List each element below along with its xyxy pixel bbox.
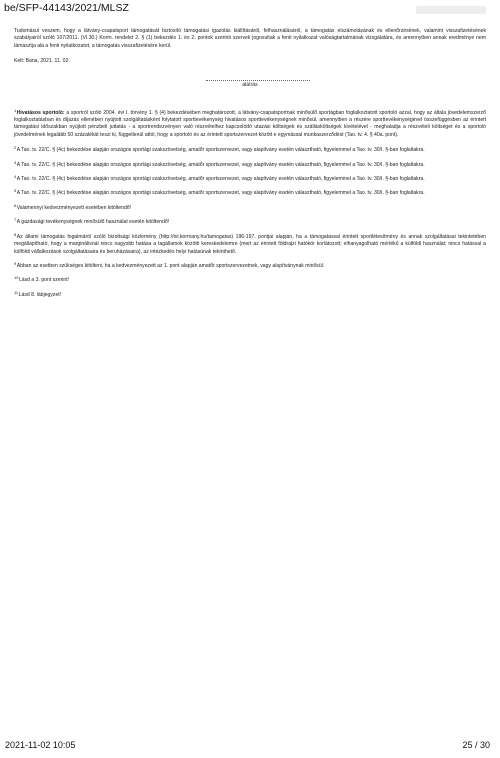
footnote-text: Valamennyi kedvezményezett esetében kitöltendő! <box>16 204 132 211</box>
footnote-4 <box>14 176 486 183</box>
footnote-3 <box>14 159 486 169</box>
footnote-text: A Tao. tv. 22/C. § (4c) bekezdése alapján országos sportági szakszövetség, amatőr sportszervezet, vagy alapítvány esetén választható, figyelemmel a Tao. tv. 30/I. §-ban foglaltakra. <box>16 161 425 168</box>
signature-block <box>14 78 486 102</box>
footnote-number: 10 <box>14 275 19 281</box>
footnote-11 <box>14 289 486 299</box>
footnote-5 <box>14 190 486 197</box>
footnote-9 <box>14 260 486 270</box>
footnote-text: Abban az esetben szükséges kitölteni, ha a kedvezményezett az 1. pont alapján amatőr sportszervezetnek, vagy alapítványnak minősül. <box>16 262 325 269</box>
signature-line <box>206 80 310 81</box>
footnote-number: 7 <box>14 217 17 223</box>
footnote-text: A gazdasági tevékenységnek minősülő használat esetén kitöltendő! <box>16 219 170 226</box>
footnote-text: Lásd a 3. pont szerint! <box>18 277 70 284</box>
declaration-paragraph: Tudomásul veszem, hogy a látvány-csapatsport támogatását biztosító támogatási igazolás kiállításáról, felhasználásáról, a támogatás elszámolásának és ellenőrzésének, valamint visszafizetésének szabályairól szóló 107/2011. (VI.30.) Korm. rendelet 2. § (1) bekezdés 1. és 2. pontok szerinti szervek jogosultak a fenti nyilatkozat valóságtartalmának vizsgálatára, és amennyiben annak eredménye nem támasztja alá a fenti nyilatkozatot, a támogatás visszafizetésére kerül. <box>14 28 486 49</box>
footnote-8 <box>14 231 486 256</box>
footnote-6 <box>14 202 486 212</box>
footnote-2 <box>14 147 486 154</box>
footnote-number: 1 <box>14 107 17 113</box>
footnote-number: 11 <box>14 289 19 295</box>
footnote-term: Hivatásos sportoló: <box>16 109 65 116</box>
footnote-number: 2 <box>14 145 17 151</box>
footnote-text: A Tao. tv. 22/C. § (4c) bekezdése alapján országos sportági szakszövetség, amatőr sportszervezet, vagy alapítvány esetén választható, figyelemmel a Tao. tv. 30/I. §-ban foglaltakra. <box>16 190 425 197</box>
footnote-10 <box>14 277 486 284</box>
page-content <box>14 28 486 306</box>
footnote-number: 3 <box>14 159 17 165</box>
footnote-number: 9 <box>14 260 17 266</box>
footnote-text: Az állami támogatás fogalmáról szóló bizottsági közlemény (http://tvi.kormany.hu/tamogatas) 196-197. pontjai alapján, ha a támogatással érintett sportlétesítmény és annak szolgáltatásai tekintetében megállapítható, hogy a marginálisnál nincs nagyobb hatása a tagállamok közötti kereskedelemre (mert az érintett földrajzi hatókör korlátozott; elhanyagolható mértékű a külföldi használat; nincs hatással a külföldi vállalkozások szolgáltatásaira és beruházásaira), az intézkedés helyi hatásúnak tekinthető. <box>14 233 486 255</box>
page-number: 25 / 30 <box>462 740 490 750</box>
footer-datetime: 2021-11-02 10:05 <box>5 740 76 750</box>
dateline: Kelt: Bana, 2021. 11. 02. <box>14 58 70 65</box>
document-id: be/SFP-44143/2021/MLSZ <box>4 2 129 14</box>
signature-label: aláírás <box>242 81 258 88</box>
faint-header-mark <box>416 6 486 14</box>
footnote-number: 4 <box>14 174 17 180</box>
footnote-7 <box>14 219 486 226</box>
footnote-1 <box>14 107 486 140</box>
footnote-number: 5 <box>14 188 17 194</box>
footnote-text: A Tao. tv. 22/C. § (4c) bekezdése alapján országos sportági szakszövetség, amatőr sportszervezet, vagy alapítvány esetén választható, figyelemmel a Tao. tv. 30/I. §-ban foglaltakra. <box>16 147 425 154</box>
footnote-text: Lásd 8. lábjegyzet! <box>18 291 62 298</box>
footnote-number: 6 <box>14 202 17 208</box>
footnote-number: 8 <box>14 231 17 237</box>
footnote-text: a sportról szóló 2004. évi I. törvény 1. § (4) bekezdésében meghatározott, a látvány-csapatsportnak minősülő sportágban foglalkoztatott sportoló azzal, hogy az általa jövedelemszerző foglalkoztatásban és díjazás ellenében nyújtott szolgáltatásként folytatott sporttevékenység hivatásos sporttevékenységnek minősül, amennyiben a részére sporttevékenységével összefüggésben az érintett támogatási időszakban nyújtott pénzbeli juttatás - a sportrendezvényen való részvételhez kapcsolódó utazási költségek és szállásköltségek kivételével - meghaladja a részvételi költséget és a sportoló jövedelmének legalább 50 százalékát teszi ki, függetlenül attól, hogy a sportoló és az érintett sportszervezet között e egymással munkaszerződést (Tao. tv. 4. § 40a. pont). <box>14 109 486 138</box>
footnote-text: A Tao. tv. 22/C. § (4c) bekezdése alapján országos sportági szakszövetség, amatőr sportszervezet, vagy alapítvány esetén választható, figyelemmel a Tao. tv. 30/I. §-ban foglaltakra. <box>16 176 425 183</box>
